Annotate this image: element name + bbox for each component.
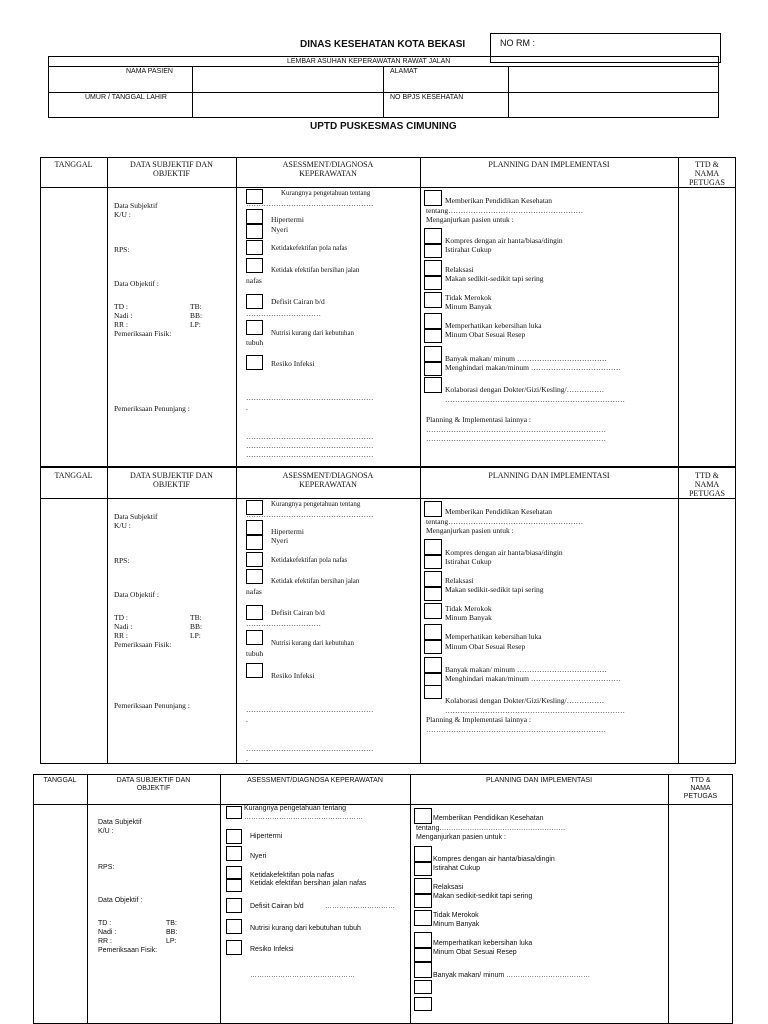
- checkbox-pendidikan[interactable]: [424, 501, 442, 517]
- plan-makan-sedikit: Makan sedikit-sedikit tapi sering: [433, 893, 533, 900]
- nama-pasien-label: NAMA PASIEN: [126, 68, 173, 75]
- diag-nutrisi: Nutrisi kurang dari kebutuhan: [271, 328, 354, 337]
- col-tanggal: TANGGAL: [43, 777, 77, 784]
- plan-makan-sedikit: Makan sedikit-sedikit tapi sering: [445, 274, 544, 283]
- plan-tentang: tentang………………………………………………: [426, 206, 584, 215]
- col-data: DATA SUBJEKTIF DAN OBJEKTIF: [116, 777, 191, 793]
- checkbox-kebersihan[interactable]: [424, 624, 442, 640]
- plan-banyak-makan: Banyak makan/ minum ………………………………: [445, 665, 607, 674]
- plan-banyak-makan: Banyak makan/ minum ………………………………: [433, 972, 591, 979]
- plan-kebersihan: Memperhatikan kebersihan luka: [445, 632, 542, 641]
- col-planning: PLANNING DAN IMPLEMENTASI: [488, 160, 610, 169]
- plan-kebersihan: Memperhatikan kebersihan luka: [433, 940, 533, 947]
- checkbox-kebersihan[interactable]: [414, 932, 432, 948]
- rps-label: RPS:: [114, 556, 130, 565]
- checkbox-resiko[interactable]: [246, 663, 263, 678]
- checkbox-hipertermi[interactable]: [246, 209, 263, 224]
- nadi-label: Nadi :: [114, 311, 133, 320]
- plan-merokok: Tidak Merokok: [433, 912, 479, 919]
- data-objektif-label: Data Objektif :: [98, 897, 143, 904]
- checkbox-pola-nafas[interactable]: [246, 552, 263, 567]
- plan-kolaborasi: Kolaborasi dengan Dokter/Gizi/Kesling/……………: [445, 696, 605, 705]
- diag-kurangnya: Kurangnya pengetahuan tentang: [281, 188, 371, 197]
- plan-pendidikan: Memberikan Pendidikan Kesehatan: [445, 196, 553, 205]
- data-subjektif-label: Data Subjektif: [98, 819, 142, 826]
- plan-kebersihan: Memperhatikan kebersihan luka: [445, 321, 542, 330]
- plan-istirahat: Istirahat Cukup: [433, 865, 481, 872]
- checkbox-kolaborasi[interactable]: [414, 997, 432, 1011]
- no-rm-label: NO RM :: [500, 38, 535, 48]
- rps-label: RPS:: [98, 864, 115, 871]
- checkbox-banyak-makan[interactable]: [414, 962, 432, 978]
- tb-label: TB:: [190, 302, 202, 311]
- plan-relaksasi: Relaksasi: [433, 884, 464, 891]
- diag-defisit-dots: …………………………: [246, 309, 321, 318]
- col-assessment: ASESSMENT/DIAGNOSA KEPERAWATAN: [247, 777, 383, 784]
- plan-banyak-makan: Banyak makan/ minum ………………………………: [445, 354, 607, 363]
- rr-label: RR :: [114, 631, 128, 640]
- checkbox-defisit[interactable]: [246, 294, 263, 309]
- form-title: LEMBAR ASUHAN KEPERAWATAN RAWAT JALAN: [287, 58, 451, 65]
- checkbox-menghindari[interactable]: [424, 362, 442, 376]
- ku-label: K/U :: [98, 828, 114, 835]
- diag-kurangnya-dots: ……………………………………………: [246, 510, 374, 519]
- plan-menganjurkan: Menganjurkan pasien untuk :: [416, 834, 506, 841]
- plan-istirahat: Istirahat Cukup: [445, 557, 492, 566]
- plan-merokok: Tidak Merokok: [445, 604, 492, 613]
- td-label: TD :: [98, 920, 112, 927]
- diag-dots-b: ……………………………………………: [246, 744, 374, 753]
- no-bpjs-field[interactable]: [510, 94, 716, 116]
- data-objektif-label: Data Objektif :: [114, 279, 159, 288]
- plan-merokok: Tidak Merokok: [445, 293, 492, 302]
- checkbox-istirahat[interactable]: [424, 555, 442, 569]
- plan-kompres: Kompres dengan air hanta/biasa/dingin: [445, 236, 563, 245]
- plan-obat: Minum Obat Sesuai Resep: [445, 642, 526, 651]
- tb-label: TB:: [166, 920, 177, 927]
- bb-label: BB:: [190, 311, 203, 320]
- checkbox-bersihan[interactable]: [226, 879, 242, 892]
- col-data: DATA SUBJEKTIF DAN OBJEKTIF: [130, 160, 213, 179]
- diag-bersihan-2: nafas: [246, 276, 262, 285]
- plan-lainnya: Planning & Implementasi lainnya :: [426, 415, 531, 424]
- puskesmas-title: UPTD PUSKESMAS CIMUNING: [310, 121, 457, 132]
- td-label: TD :: [114, 302, 128, 311]
- alamat-field[interactable]: [510, 68, 716, 90]
- checkbox-makan-sedikit[interactable]: [424, 587, 442, 601]
- data-subjektif-label: Data Subjektif: [114, 201, 158, 210]
- col-data: DATA SUBJEKTIF DAN OBJEKTIF: [130, 471, 213, 490]
- lp-label: LP:: [166, 938, 177, 945]
- checkbox-kompres[interactable]: [424, 228, 442, 244]
- plan-istirahat: Istirahat Cukup: [445, 245, 492, 254]
- diag-dot-b: .: [246, 754, 248, 763]
- checkbox-pendidikan[interactable]: [414, 808, 432, 824]
- checkbox-pendidikan[interactable]: [424, 190, 442, 206]
- checkbox-obat[interactable]: [414, 948, 432, 962]
- diag-bersihan: Ketidak efektifan bersihan jalan nafas: [250, 880, 367, 887]
- plan-pendidikan: Memberikan Pendidikan Kesehatan: [445, 507, 553, 516]
- data-objektif-label: Data Objektif :: [114, 590, 159, 599]
- umur-field[interactable]: [194, 94, 380, 116]
- no-bpjs-label: NO BPJS KESEHATAN: [390, 94, 464, 101]
- plan-dots-a: ………………………………………………………………: [445, 706, 625, 715]
- checkbox-defisit[interactable]: [226, 898, 242, 913]
- checkbox-istirahat[interactable]: [424, 244, 442, 258]
- diag-resiko: Resiko Infeksi: [271, 359, 315, 368]
- pemeriksaan-fisik-label: Pemeriksaan Fisik:: [114, 329, 172, 338]
- diag-nutrisi-2: tubuh: [246, 338, 264, 347]
- diag-resiko: Resiko Infeksi: [250, 946, 294, 953]
- col-tanggal: TANGGAL: [54, 471, 93, 480]
- pemeriksaan-penunjang-label: Pemeriksaan Penunjang :: [114, 404, 190, 413]
- nadi-label: Nadi :: [114, 622, 133, 631]
- diag-nutrisi: Nutrisi kurang dari kebutuhan tubuh: [250, 925, 361, 932]
- checkbox-resiko[interactable]: [246, 355, 263, 370]
- nama-pasien-field[interactable]: [194, 68, 380, 90]
- plan-minum-banyak: Minum Banyak: [433, 921, 480, 928]
- plan-relaksasi: Relaksasi: [445, 576, 474, 585]
- plan-makan-sedikit: Makan sedikit-sedikit tapi sering: [445, 585, 544, 594]
- col-ttd: TTD & NAMA PETUGAS: [683, 777, 718, 801]
- checkbox-nutrisi[interactable]: [246, 320, 263, 335]
- diag-dot-a: .: [246, 715, 248, 724]
- checkbox-nutrisi[interactable]: [246, 630, 263, 645]
- plan-pendidikan: Memberikan Pendidikan Kesehatan: [433, 815, 544, 822]
- rps-label: RPS:: [114, 245, 130, 254]
- diag-bersihan-2: nafas: [246, 587, 262, 596]
- umur-label: UMUR / TANGGAL LAHIR: [85, 94, 167, 101]
- diag-dots-a: ……………………………………………: [246, 393, 374, 402]
- plan-dots-c: ………………………………………………………………: [426, 434, 606, 443]
- lp-label: LP:: [190, 631, 201, 640]
- diag-defisit-dots: …………………………: [246, 619, 321, 628]
- pemeriksaan-fisik-label: Pemeriksaan Fisik:: [98, 947, 158, 954]
- col-planning: PLANNING DAN IMPLEMENTASI: [485, 777, 593, 784]
- col-ttd: TTD & NAMA PETUGAS: [688, 160, 725, 188]
- diag-pola-nafas: Ketidakefektifan pola nafas: [250, 872, 335, 879]
- agency-title: DINAS KESEHATAN KOTA BEKASI: [300, 39, 466, 50]
- checkbox-makan-sedikit[interactable]: [424, 276, 442, 290]
- plan-dots-b: ………………………………………………………………: [426, 725, 606, 734]
- diag-pola-nafas: Ketidakefektifan pola nafas: [271, 243, 348, 252]
- diag-defisit-dots: …………………………: [325, 903, 395, 910]
- diag-dots-a: ……………………………………………: [246, 705, 374, 714]
- diag-defisit: Defisit Cairan b/d: [250, 903, 304, 910]
- bb-label: BB:: [190, 622, 203, 631]
- checkbox-resiko[interactable]: [226, 940, 242, 955]
- plan-obat: Minum Obat Sesuai Resep: [433, 949, 517, 956]
- diag-resiko: Resiko Infeksi: [271, 671, 315, 680]
- checkbox-defisit[interactable]: [246, 605, 263, 620]
- checkbox-bersihan[interactable]: [246, 569, 263, 584]
- checkbox-banyak-makan[interactable]: [424, 346, 442, 362]
- plan-minum-banyak: Minum Banyak: [445, 613, 492, 622]
- plan-relaksasi: Relaksasi: [445, 265, 474, 274]
- diag-nutrisi-2: tubuh: [246, 649, 264, 658]
- nadi-label: Nadi :: [98, 929, 117, 936]
- checkbox-istirahat[interactable]: [414, 862, 432, 876]
- plan-dots-b: ………………………………………………………………: [426, 425, 606, 434]
- diag-kurangnya: Kurangnya pengetahuan tentang: [244, 805, 346, 812]
- plan-dots-a: ………………………………………………………………: [445, 395, 625, 404]
- checkbox-merokok[interactable]: [424, 603, 442, 619]
- diag-kurangnya-dots: ……………………………………………: [246, 199, 374, 208]
- lp-label: LP:: [190, 320, 201, 329]
- diag-nyeri: Nyeri: [250, 853, 267, 860]
- diag-pola-nafas: Ketidakefektifan pola nafas: [271, 555, 348, 564]
- checkbox-banyak-makan[interactable]: [424, 657, 442, 673]
- checkbox-nyeri[interactable]: [246, 535, 263, 550]
- checkbox-nutrisi[interactable]: [226, 919, 242, 934]
- checkbox-nyeri[interactable]: [226, 846, 242, 861]
- checkbox-nyeri[interactable]: [246, 224, 263, 239]
- checkbox-kolaborasi[interactable]: [424, 377, 442, 393]
- plan-kolaborasi: Kolaborasi dengan Dokter/Gizi/Kesling/……………: [445, 385, 605, 394]
- plan-kompres: Kompres dengan air hanta/biasa/dingin: [433, 856, 555, 863]
- td-label: TD :: [114, 613, 128, 622]
- diag-dots-b: ……………………………………………: [246, 432, 374, 441]
- bb-label: BB:: [166, 929, 178, 936]
- checkbox-makan-sedikit[interactable]: [414, 894, 432, 908]
- plan-menganjurkan: Menganjurkan pasien untuk :: [426, 526, 514, 535]
- plan-menghindari: Menghindari makan/minum ………………………………: [445, 363, 621, 372]
- pemeriksaan-penunjang-label: Pemeriksaan Penunjang :: [114, 701, 190, 710]
- diag-kurangnya-dots: ……………………………………………: [244, 814, 363, 821]
- checkbox-pola-nafas[interactable]: [226, 866, 242, 879]
- col-planning: PLANNING DAN IMPLEMENTASI: [488, 471, 610, 480]
- diag-hipertermi: Hipertermi: [271, 527, 304, 536]
- ku-label: K/U :: [114, 521, 131, 530]
- diag-nutrisi: Nutrisi kurang dari kebutuhan: [271, 638, 354, 647]
- col-assessment: ASESSMENT/DIAGNOSA KEPERAWATAN: [282, 471, 374, 490]
- plan-tentang: tentang………………………………………………: [416, 825, 566, 832]
- checkbox-kompres[interactable]: [424, 539, 442, 555]
- col-assessment: ASESSMENT/DIAGNOSA KEPERAWATAN: [282, 160, 374, 179]
- checkbox-pola-nafas[interactable]: [246, 240, 263, 255]
- checkbox-kolaborasi[interactable]: [424, 685, 442, 699]
- checkbox-relaksasi[interactable]: [424, 260, 442, 276]
- checkbox-merokok[interactable]: [424, 292, 442, 308]
- checkbox-kebersihan[interactable]: [424, 313, 442, 329]
- tb-label: TB:: [190, 613, 202, 622]
- col-ttd: TTD & NAMA PETUGAS: [688, 471, 725, 499]
- plan-obat: Minum Obat Sesuai Resep: [445, 330, 526, 339]
- diag-bersihan: Ketidak efektifan bersihan jalan: [271, 265, 360, 274]
- plan-lainnya: Planning & Implementasi lainnya :: [426, 715, 531, 724]
- diag-kurangnya: Kurangnya pengetahuan tentang: [271, 499, 361, 508]
- diag-dots-a: ………………………………………: [250, 972, 355, 979]
- checkbox-kurangnya[interactable]: [226, 806, 242, 819]
- col-tanggal: TANGGAL: [54, 160, 93, 169]
- checkbox-bersihan[interactable]: [246, 258, 263, 273]
- checkbox-obat[interactable]: [424, 640, 442, 654]
- checkbox-obat[interactable]: [424, 329, 442, 343]
- diag-defisit: Defisit Cairan b/d: [271, 608, 325, 617]
- checkbox-hipertermi[interactable]: [246, 520, 263, 535]
- checkbox-merokok[interactable]: [414, 910, 432, 926]
- rr-label: RR :: [98, 938, 112, 945]
- diag-dots-d: ……………………………………………: [246, 450, 374, 459]
- diag-dots-c: ……………………………………………: [246, 441, 374, 450]
- plan-menganjurkan: Menganjurkan pasien untuk :: [426, 215, 514, 224]
- diag-nyeri: Nyeri: [271, 536, 289, 545]
- plan-tentang: tentang………………………………………………: [426, 517, 584, 526]
- diag-bersihan: Ketidak efektifan bersihan jalan: [271, 576, 360, 585]
- checkbox-relaksasi[interactable]: [414, 878, 432, 894]
- diag-defisit: Defisit Cairan b/d: [271, 297, 325, 306]
- diag-nyeri: Nyeri: [271, 225, 289, 234]
- diag-hipertermi: Hipertermi: [271, 215, 304, 224]
- checkbox-menghindari[interactable]: [414, 980, 432, 994]
- checkbox-relaksasi[interactable]: [424, 571, 442, 587]
- pemeriksaan-fisik-label: Pemeriksaan Fisik:: [114, 640, 172, 649]
- diag-dot-a: .: [246, 403, 248, 412]
- plan-menghindari: Menghindari makan/minum ………………………………: [445, 674, 621, 683]
- checkbox-kompres[interactable]: [414, 846, 432, 862]
- plan-kompres: Kompres dengan air hanta/biasa/dingin: [445, 548, 563, 557]
- rr-label: RR :: [114, 320, 128, 329]
- diag-hipertermi: Hipertermi: [250, 833, 283, 840]
- ku-label: K/U :: [114, 210, 131, 219]
- data-subjektif-label: Data Subjektif: [114, 512, 158, 521]
- checkbox-hipertermi[interactable]: [226, 829, 242, 844]
- plan-minum-banyak: Minum Banyak: [445, 302, 492, 311]
- alamat-label: ALAMAT: [390, 68, 418, 75]
